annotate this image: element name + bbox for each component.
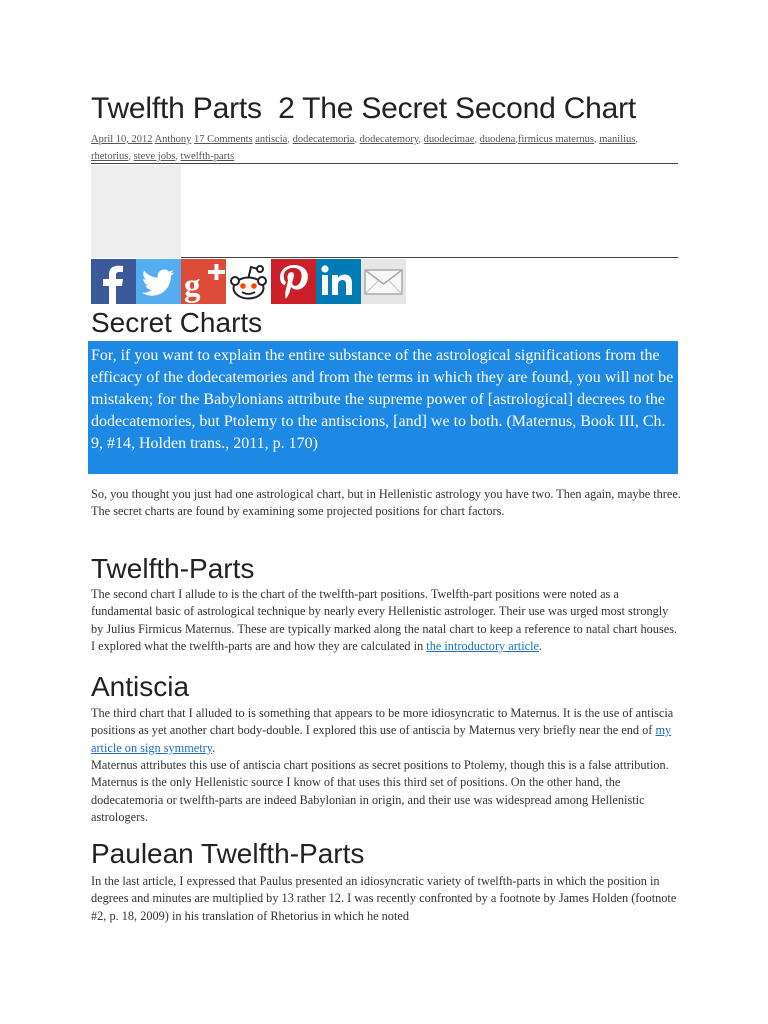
section-heading-paulean-twelfth-parts: Paulean Twelfth-Parts [91,838,365,869]
post-date-link[interactable]: April 10, 2012 [91,134,153,145]
paragraph: Maternus attributes this use of antiscia chart positions as secret positions to Ptolemy, though this is a false attribution. Maternus is the only Hellenistic source I know of that uses this third set of positions. On the other hand, the dodecatemoria or twelfth-parts are indeed Babylonian in origin, and their use was widespread among Hellenistic astrologers. [91,758,669,825]
svg-text:g: g [184,268,201,304]
tag-link[interactable]: rhetorius [91,151,129,162]
post-meta: April 10, 2012 Anthony 17 Comments antiscia, dodecatemoria, dodecatemory, duodecimae, duodena,firmicus maternus, manilius, rhetorius, steve jobs, twelfth-parts [91,131,678,164]
paragraph-text: . [212,740,216,755]
section-heading-secret-charts: Secret Charts [91,307,263,338]
section-heading-twelfth-parts: Twelfth-Parts [91,553,255,584]
twitter-share-button[interactable] [136,259,181,304]
tag-link[interactable]: antiscia [255,134,288,145]
paragraph-text: . [538,639,543,654]
paragraph-text: The second chart I allude to is the chart of the twelfth-part positions. Twelfth-part positions were noted as a fundamental basic of astrological technique by nearly every Hellenistic astrologer. Their use was urged most strongly by Julius Firmicus Maternus. These are typically marked along the natal chart to keep a reference to natal chart houses. I explored what the twelfth-parts are and how they are calculated in [91,587,678,654]
post-thumbnail-placeholder [91,165,181,258]
tag-link[interactable]: firmicus maternus [517,134,594,145]
divider [181,257,678,258]
facebook-icon [91,259,136,304]
tag-link[interactable]: duodecimae [423,134,475,145]
twitter-icon [136,259,181,304]
tag-link[interactable]: manilius [599,134,636,145]
linkedin-share-button[interactable] [316,259,361,304]
paragraph: So, you thought you just had one astrological chart, but in Hellenistic astrology you have two. Then again, maybe three. The secret charts are found by examining some projected positions for chart factors. [91,487,681,519]
blockquote: For, if you want to explain the entire substance of the astrological significations from the efficacy of the dodecatemories and from the terms in which they are found, you will not be mistaken; for the Babylonians attribute the supreme power of [astrological] decrees to the dodecatemories, but Ptolemy to the antiscions, [and] we to both. (Maternus, Book III, Ch. 9, #14, Holden trans., 2011, p. 170) [88,341,678,474]
paragraph: In the last article, I expressed that Paulus presented an idiosyncratic variety of twelfth-parts in which the position in degrees and minutes are multiplied by 13 rather 12. I was recently confronted by a footnote by James Holden (footnote #2, p. 18, 2009) in his translation of Rhetorius in which he noted [91,874,677,923]
tag-link[interactable]: dodecatemory [359,134,419,145]
reddit-share-button[interactable] [226,259,271,304]
paragraph [91,705,681,757]
tag-link[interactable]: dodecatemoria [292,134,355,145]
linkedin-icon [316,259,361,304]
tag-link[interactable]: twelfth-parts [180,151,235,162]
pinterest-icon [271,259,316,304]
paragraph [91,586,681,656]
tag-link[interactable]: duodena [479,134,516,145]
post-author-link[interactable]: Anthony [154,134,192,145]
sign-symmetry-article-link[interactable]: my article on sign symmetry [91,723,672,755]
facebook-share-button[interactable] [91,259,136,304]
post-comments-link[interactable]: 17 Comments [193,134,253,145]
section-heading-antiscia: Antiscia [91,671,190,702]
google-plus-share-button[interactable] [181,259,226,304]
introductory-article-link[interactable]: the introductory article [426,639,539,654]
paragraph-text: The third chart that I alluded to is something that appears to be more idiosyncratic to Maternus. It is the use of antiscia positions as yet another chart body-double. I explored this use of antiscia by Maternus very briefly near the end of [91,706,674,738]
email-share-button[interactable] [361,259,406,304]
reddit-icon [226,259,271,304]
post-title: Twelfth Parts 2 The Secret Second Chart [91,92,637,125]
pinterest-share-button[interactable] [271,259,316,304]
tag-link[interactable]: steve jobs [133,151,176,162]
envelope-icon [361,259,406,304]
google-plus-icon [181,259,226,304]
